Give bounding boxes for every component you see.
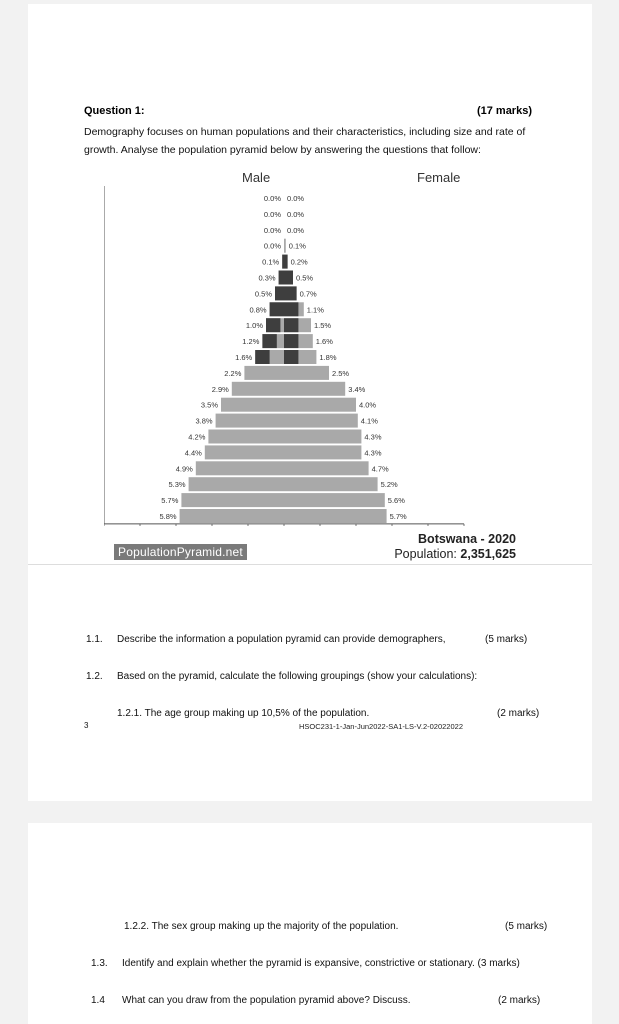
q1-4-marks: (2 marks): [498, 995, 541, 1006]
male-value-label-5-9: 5.7%: [161, 496, 179, 506]
female-value-label-75-79: 0.5%: [296, 273, 314, 283]
q1-2-number: 1.2.: [86, 671, 103, 682]
female-value-label-65-69: 1.1%: [306, 305, 324, 315]
bar-female-40-44: [284, 382, 345, 396]
male-value-label-30-34: 3.8%: [195, 416, 213, 426]
female-value-label-20-24: 4.3%: [364, 448, 382, 458]
female-value-label-25-29: 4.3%: [364, 432, 382, 442]
q1-2-text: Based on the pyramid, calculate the following groupings (show your calculations):: [117, 671, 478, 682]
q1-3-number: 1.3.: [91, 958, 108, 969]
male-value-label-55-59: 1.2%: [242, 337, 260, 347]
bar-male-0-4: [180, 509, 284, 523]
male-value-label-100+: 0.0%: [263, 194, 281, 203]
female-label: Female: [417, 170, 461, 185]
question-title: Question 1:: [84, 105, 145, 117]
male-value-label-0-4: 5.8%: [159, 512, 177, 521]
population-value: 2,351,625: [460, 547, 516, 561]
bar-female-shade-70-74: [284, 286, 297, 300]
bar-male-25-29: [208, 430, 284, 444]
q1-2-1-marks: (2 marks): [497, 708, 540, 719]
female-value-label-60-64: 1.5%: [314, 321, 332, 331]
male-value-label-45-49: 2.2%: [224, 368, 242, 378]
q1-4-number: 1.4: [91, 995, 105, 1006]
brand-logo: PopulationPyramid.net: [114, 544, 247, 560]
female-value-label-0-4: 5.7%: [389, 512, 407, 521]
bar-female-shade-60-64: [284, 318, 298, 332]
bar-female-25-29: [284, 430, 361, 444]
q1-2-2-text: 1.2.2. The sex group making up the majority of the population.: [124, 921, 399, 932]
bar-male-shade-70-74: [275, 286, 284, 300]
female-value-label-85-89: 0.1%: [288, 241, 306, 251]
population-pyramid-chart: [104, 164, 516, 526]
q1-3-text: Identify and explain whether the pyramid is expansive, constrictive or stationary. (3 marks): [122, 958, 520, 969]
female-value-label-55-59: 1.6%: [315, 337, 333, 347]
female-value-label-40-44: 3.4%: [348, 384, 366, 394]
female-value-label-100+: 0.0%: [287, 194, 305, 203]
male-value-label-15-19: 4.9%: [175, 464, 193, 474]
population-total: [394, 547, 516, 561]
female-value-label-45-49: 2.5%: [332, 368, 350, 378]
female-value-label-90-94: 0.0%: [287, 225, 305, 235]
divider: [28, 564, 592, 565]
male-value-label-95-99: 0.0%: [263, 209, 281, 219]
population-label: Population:: [394, 547, 457, 561]
bar-male-shade-65-69: [270, 302, 284, 316]
bar-female-45-49: [284, 366, 329, 380]
bar-male-30-34: [216, 414, 284, 428]
bar-male-45-49: [244, 366, 284, 380]
country-title: Botswana - 2020: [418, 532, 516, 546]
female-value-label-80-84: 0.2%: [290, 257, 308, 267]
male-value-label-10-14: 5.3%: [168, 480, 186, 490]
bar-male-shade-75-79: [279, 271, 284, 285]
female-value-label-50-54: 1.8%: [319, 353, 337, 362]
male-value-label-90-94: 0.0%: [263, 225, 281, 235]
bar-female-85-89: [284, 239, 286, 253]
bar-male-shade-50-54: [255, 350, 269, 364]
bar-male-15-19: [196, 461, 284, 475]
bar-male-35-39: [221, 398, 284, 412]
male-value-label-25-29: 4.2%: [188, 432, 206, 442]
footer-code: HSOC231-1-Jan-Jun2022-SA1-LS-V.2-02022022: [299, 722, 463, 731]
bar-female-10-14: [284, 477, 378, 491]
question-marks: (17 marks): [476, 105, 532, 117]
male-value-label-20-24: 4.4%: [184, 448, 202, 458]
page-1: [28, 4, 592, 801]
female-value-label-10-14: 5.2%: [380, 480, 398, 490]
bar-female-20-24: [284, 445, 361, 459]
page-2: [28, 823, 592, 1024]
female-value-label-35-39: 4.0%: [359, 400, 377, 410]
bar-female-shade-75-79: [284, 271, 293, 285]
male-value-label-70-74: 0.5%: [254, 289, 272, 299]
bar-male-20-24: [205, 445, 284, 459]
male-value-label-65-69: 0.8%: [249, 305, 267, 315]
female-value-label-15-19: 4.7%: [371, 464, 389, 474]
bar-male-5-9: [181, 493, 284, 507]
bar-female-shade-65-69: [284, 302, 298, 316]
bar-female-30-34: [284, 414, 358, 428]
bar-female-shade-55-59: [284, 334, 298, 348]
page-number: 3: [84, 721, 89, 730]
male-value-label-80-84: 0.1%: [262, 257, 280, 267]
female-value-label-30-34: 4.1%: [360, 416, 378, 426]
male-value-label-40-44: 2.9%: [211, 384, 229, 394]
q1-4-text: What can you draw from the population pyramid above? Discuss.: [122, 995, 411, 1006]
male-value-label-60-64: 1.0%: [245, 321, 263, 331]
bar-female-shade-80-84: [284, 255, 288, 269]
bar-male-10-14: [189, 477, 284, 491]
female-value-label-5-9: 5.6%: [387, 496, 405, 506]
q1-1-marks: (5 marks): [485, 634, 528, 645]
q1-1-number: 1.1.: [86, 634, 103, 645]
bar-male-40-44: [232, 382, 284, 396]
male-value-label-35-39: 3.5%: [200, 400, 218, 410]
bar-female-15-19: [284, 461, 369, 475]
male-value-label-75-79: 0.3%: [258, 273, 276, 283]
q1-2-2-marks: (5 marks): [505, 921, 548, 932]
bar-male-shade-55-59: [262, 334, 276, 348]
female-value-label-95-99: 0.0%: [287, 209, 305, 219]
bar-female-5-9: [284, 493, 385, 507]
bar-female-0-4: [284, 509, 387, 523]
bar-male-shade-60-64: [266, 318, 280, 332]
male-label: Male: [242, 170, 271, 185]
male-value-label-85-89: 0.0%: [263, 241, 281, 251]
q1-1-text: Describe the information a population pyramid can provide demographers,: [117, 634, 446, 645]
female-value-label-70-74: 0.7%: [299, 289, 317, 299]
q1-2-1-text: 1.2.1. The age group making up 10,5% of the population.: [117, 708, 370, 719]
bar-female-35-39: [284, 398, 356, 412]
bar-male-shade-80-84: [282, 255, 284, 269]
bar-female-shade-50-54: [284, 350, 298, 364]
question-intro: Demography focuses on human populations and their characteristics, including size and rate of growth. Analyse the population pyramid below by answering the questions that follow:: [84, 126, 526, 156]
male-value-label-50-54: 1.6%: [235, 353, 253, 362]
